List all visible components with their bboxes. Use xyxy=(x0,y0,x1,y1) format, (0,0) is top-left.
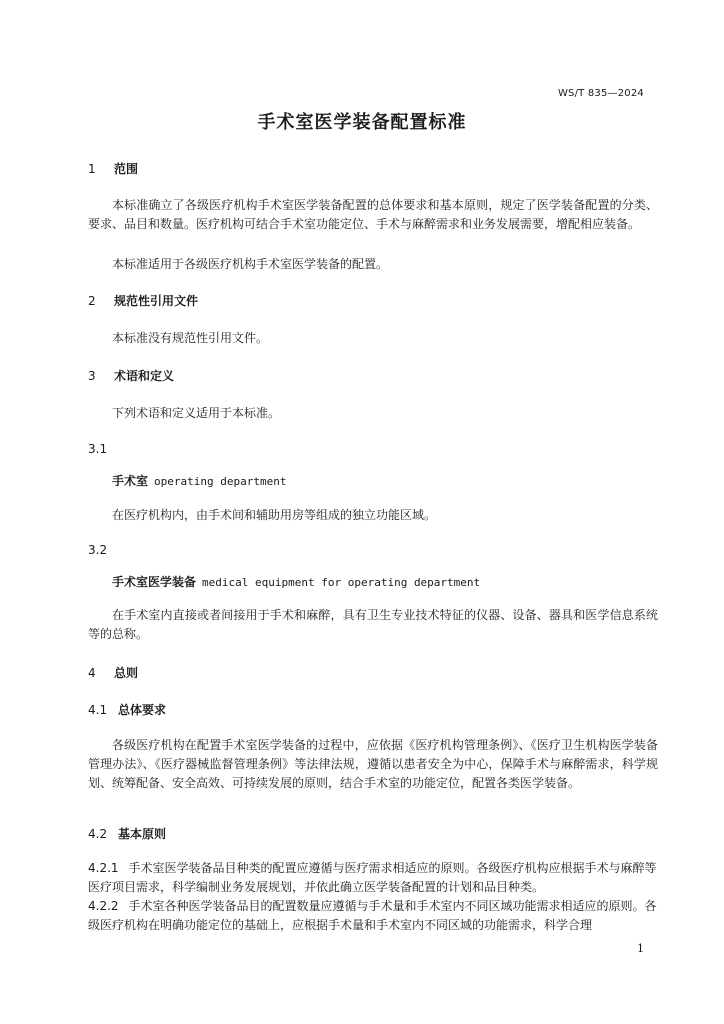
section-title: 规范性引用文件 xyxy=(114,294,199,308)
section-number: 4.2 xyxy=(88,827,108,841)
section-2-heading xyxy=(88,292,658,311)
term-3-1-number: 3.1 xyxy=(88,442,108,456)
term-english: medical equipment for operating department xyxy=(202,576,481,589)
section-number: 3 xyxy=(88,369,96,383)
section-title: 范围 xyxy=(114,162,139,176)
page-number: 1 xyxy=(637,942,644,955)
section-1-heading xyxy=(88,160,658,179)
section-4-1-heading xyxy=(88,701,658,720)
section-number: 4.1 xyxy=(88,703,108,717)
section-title: 术语和定义 xyxy=(114,369,175,383)
section-title: 总则 xyxy=(114,666,139,680)
section-1-paragraph-2: 本标准适用于各级医疗机构手术室医学装备的配置。 xyxy=(112,257,389,271)
section-4-2-heading xyxy=(88,825,658,844)
term-3-2-number: 3.2 xyxy=(88,543,108,557)
section-1-paragraph-1: 本标准确立了各级医疗机构手术室医学装备配置的总体要求和基本原则，规定了医学装备配置的分类、要求、品目和数量。医疗机构可结合手术室功能定位、手术与麻醉需求和业务发展需要，增配相应装备。 xyxy=(88,198,658,231)
section-number: 1 xyxy=(88,162,96,176)
section-number: 2 xyxy=(88,294,96,308)
section-4-heading xyxy=(88,664,658,683)
clause-4-2-2 xyxy=(88,897,658,935)
term-chinese: 手术室 xyxy=(112,474,149,488)
document-title: 手术室医学装备配置标准 xyxy=(257,112,467,133)
section-title: 总体要求 xyxy=(118,703,167,717)
clause-text: 手术室各种医学装备品目的配置数量应遵循与手术量和手术室内不同区域功能需求相适应的原则。各级医疗机构在明确功能定位的基础上，应根据手术量和手术室内不同区域的功能需求，科学合理 xyxy=(88,899,657,932)
term-3-2-definition: 在手术室内直接或者间接用于手术和麻醉，具有卫生专业技术特征的仪器、设备、器具和医学信息系统等的总称。 xyxy=(88,608,658,641)
section-3-heading xyxy=(88,367,658,386)
clause-number: 4.2.1 xyxy=(88,861,119,875)
clause-text: 手术室医学装备品目种类的配置应遵循与医疗需求相适应的原则。各级医疗机构应根据手术与麻醉等医疗项目需求，科学编制业务发展规划，并依此确立医学装备配置的计划和品目种类。 xyxy=(88,861,657,894)
term-3-1-heading xyxy=(88,472,682,491)
document-code: WS/T 835—2024 xyxy=(557,88,644,99)
term-3-1-definition: 在医疗机构内，由手术间和辅助用房等组成的独立功能区域。 xyxy=(112,508,437,522)
term-english: operating department xyxy=(154,475,287,488)
term-3-2-heading xyxy=(88,573,682,592)
section-4-1-paragraph: 各级医疗机构在配置手术室医学装备的过程中，应依据《医疗机构管理条例》、《医疗卫生机构医学装备管理办法》、《医疗器械监督管理条例》等法律法规，遵循以患者安全为中心，保障手术与麻醉需求，科学规划、统筹配备、安全高效、可持续发展的原则，结合手术室的功能定位，配置各类医学装备。 xyxy=(88,738,658,790)
clause-number: 4.2.2 xyxy=(88,899,119,913)
section-title: 基本原则 xyxy=(118,827,167,841)
section-3-paragraph-1: 下列术语和定义适用于本标准。 xyxy=(112,406,281,420)
section-number: 4 xyxy=(88,666,96,680)
clause-4-2-1 xyxy=(88,859,658,897)
term-chinese: 手术室医学装备 xyxy=(112,575,197,589)
section-2-paragraph-1: 本标准没有规范性引用文件。 xyxy=(112,331,269,345)
